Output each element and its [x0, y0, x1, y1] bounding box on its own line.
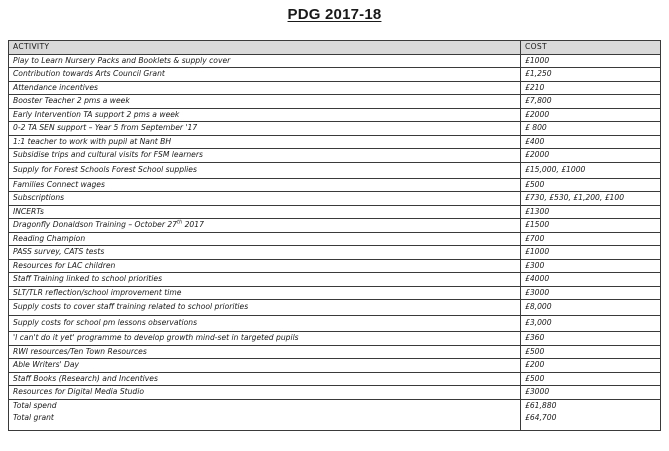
total-spend-row — [9, 399, 661, 412]
activity-cell: Supply for Forest Schools Forest School supplies — [9, 162, 521, 178]
pdg-spending-table — [8, 40, 661, 431]
activity-cell: Early Intervention TA support 2 pms a week — [9, 108, 521, 122]
table-row — [9, 246, 661, 260]
activity-cell: Families Connect wages — [9, 178, 521, 192]
table-row — [9, 259, 661, 273]
table-row — [9, 108, 661, 122]
cost-cell: £15,000, £1000 — [521, 162, 661, 178]
cost-cell: £2000 — [521, 149, 661, 163]
table-row — [9, 359, 661, 373]
activity-cell: Staff Books (Research) and Incentives — [9, 372, 521, 386]
activity-text: Dragonfly Donaldson Training – October 27 — [13, 220, 178, 229]
cost-cell: £500 — [521, 178, 661, 192]
activity-cell: RWI resources/Ten Town Resources — [9, 345, 521, 359]
activity-cell: Able Writers' Day — [9, 359, 521, 373]
table-row — [9, 232, 661, 246]
activity-cell: Contribution towards Arts Council Grant — [9, 68, 521, 82]
activity-cell: PASS survey, CATS tests — [9, 246, 521, 260]
cost-cell: £3,000 — [521, 316, 661, 332]
table-row — [9, 192, 661, 206]
activity-cell: Supply costs to cover staff training related to school priorities — [9, 300, 521, 316]
cost-cell: £360 — [521, 332, 661, 346]
cost-cell: £1300 — [521, 205, 661, 219]
activity-text-tail: 2017 — [182, 220, 204, 229]
table-row — [9, 316, 661, 332]
table-row — [9, 219, 661, 233]
cost-cell: £2000 — [521, 108, 661, 122]
table-row — [9, 54, 661, 68]
table-row — [9, 95, 661, 109]
table-row — [9, 135, 661, 149]
total-grant-row — [9, 412, 661, 431]
cost-cell: £700 — [521, 232, 661, 246]
activity-cell: INCERTs — [9, 205, 521, 219]
cost-cell: £ 800 — [521, 122, 661, 136]
table-row — [9, 205, 661, 219]
cost-cell: £7,800 — [521, 95, 661, 109]
table-row — [9, 332, 661, 346]
activity-cell: 0-2 TA SEN support – Year 5 from September '17 — [9, 122, 521, 136]
table-row — [9, 162, 661, 178]
activity-cell: Booster Teacher 2 pms a week — [9, 95, 521, 109]
column-header-activity: ACTIVITY — [9, 41, 521, 55]
cost-cell: £730, £530, £1,200, £100 — [521, 192, 661, 206]
total-spend-value: £61,880 — [521, 399, 661, 412]
activity-cell: 'I can't do it yet' programme to develop growth mind-set in targeted pupils — [9, 332, 521, 346]
table-row — [9, 122, 661, 136]
activity-cell: Subscriptions — [9, 192, 521, 206]
total-spend-label: Total spend — [9, 399, 521, 412]
total-grant-value: £64,700 — [521, 412, 661, 431]
column-header-cost: COST — [521, 41, 661, 55]
cost-cell: £1000 — [521, 246, 661, 260]
activity-cell: 1:1 teacher to work with pupil at Nant BH — [9, 135, 521, 149]
activity-cell: Play to Learn Nursery Packs and Booklets & supply cover — [9, 54, 521, 68]
cost-cell: £1500 — [521, 219, 661, 233]
table-row — [9, 273, 661, 287]
ordinal-suffix: th — [177, 219, 183, 226]
cost-cell: £3000 — [521, 286, 661, 300]
page-title: PDG 2017-18 — [287, 6, 382, 23]
cost-cell: £1,250 — [521, 68, 661, 82]
activity-cell — [9, 219, 521, 233]
cost-cell: £8,000 — [521, 300, 661, 316]
table-row — [9, 81, 661, 95]
activity-cell: Reading Champion — [9, 232, 521, 246]
cost-cell: £500 — [521, 372, 661, 386]
table-row — [9, 386, 661, 400]
cost-cell: £3000 — [521, 386, 661, 400]
cost-cell: £210 — [521, 81, 661, 95]
activity-cell: Supply costs for school pm lessons observations — [9, 316, 521, 332]
cost-cell: £500 — [521, 345, 661, 359]
table-row — [9, 178, 661, 192]
activity-cell: Subsidise trips and cultural visits for FSM learners — [9, 149, 521, 163]
table-row — [9, 286, 661, 300]
table-row — [9, 300, 661, 316]
table-row — [9, 345, 661, 359]
table-header-row — [9, 41, 661, 55]
table-row — [9, 68, 661, 82]
total-grant-label: Total grant — [9, 412, 521, 431]
activity-cell: Staff Training linked to school priorities — [9, 273, 521, 287]
cost-cell: £200 — [521, 359, 661, 373]
activity-cell: Resources for Digital Media Studio — [9, 386, 521, 400]
table-row — [9, 149, 661, 163]
table-body — [9, 54, 661, 431]
cost-cell: £1000 — [521, 54, 661, 68]
table-row — [9, 372, 661, 386]
cost-cell: £4000 — [521, 273, 661, 287]
cost-cell: £300 — [521, 259, 661, 273]
activity-cell: Attendance incentives — [9, 81, 521, 95]
activity-cell: SLT/TLR reflection/school improvement time — [9, 286, 521, 300]
activity-cell: Resources for LAC children — [9, 259, 521, 273]
cost-cell: £400 — [521, 135, 661, 149]
